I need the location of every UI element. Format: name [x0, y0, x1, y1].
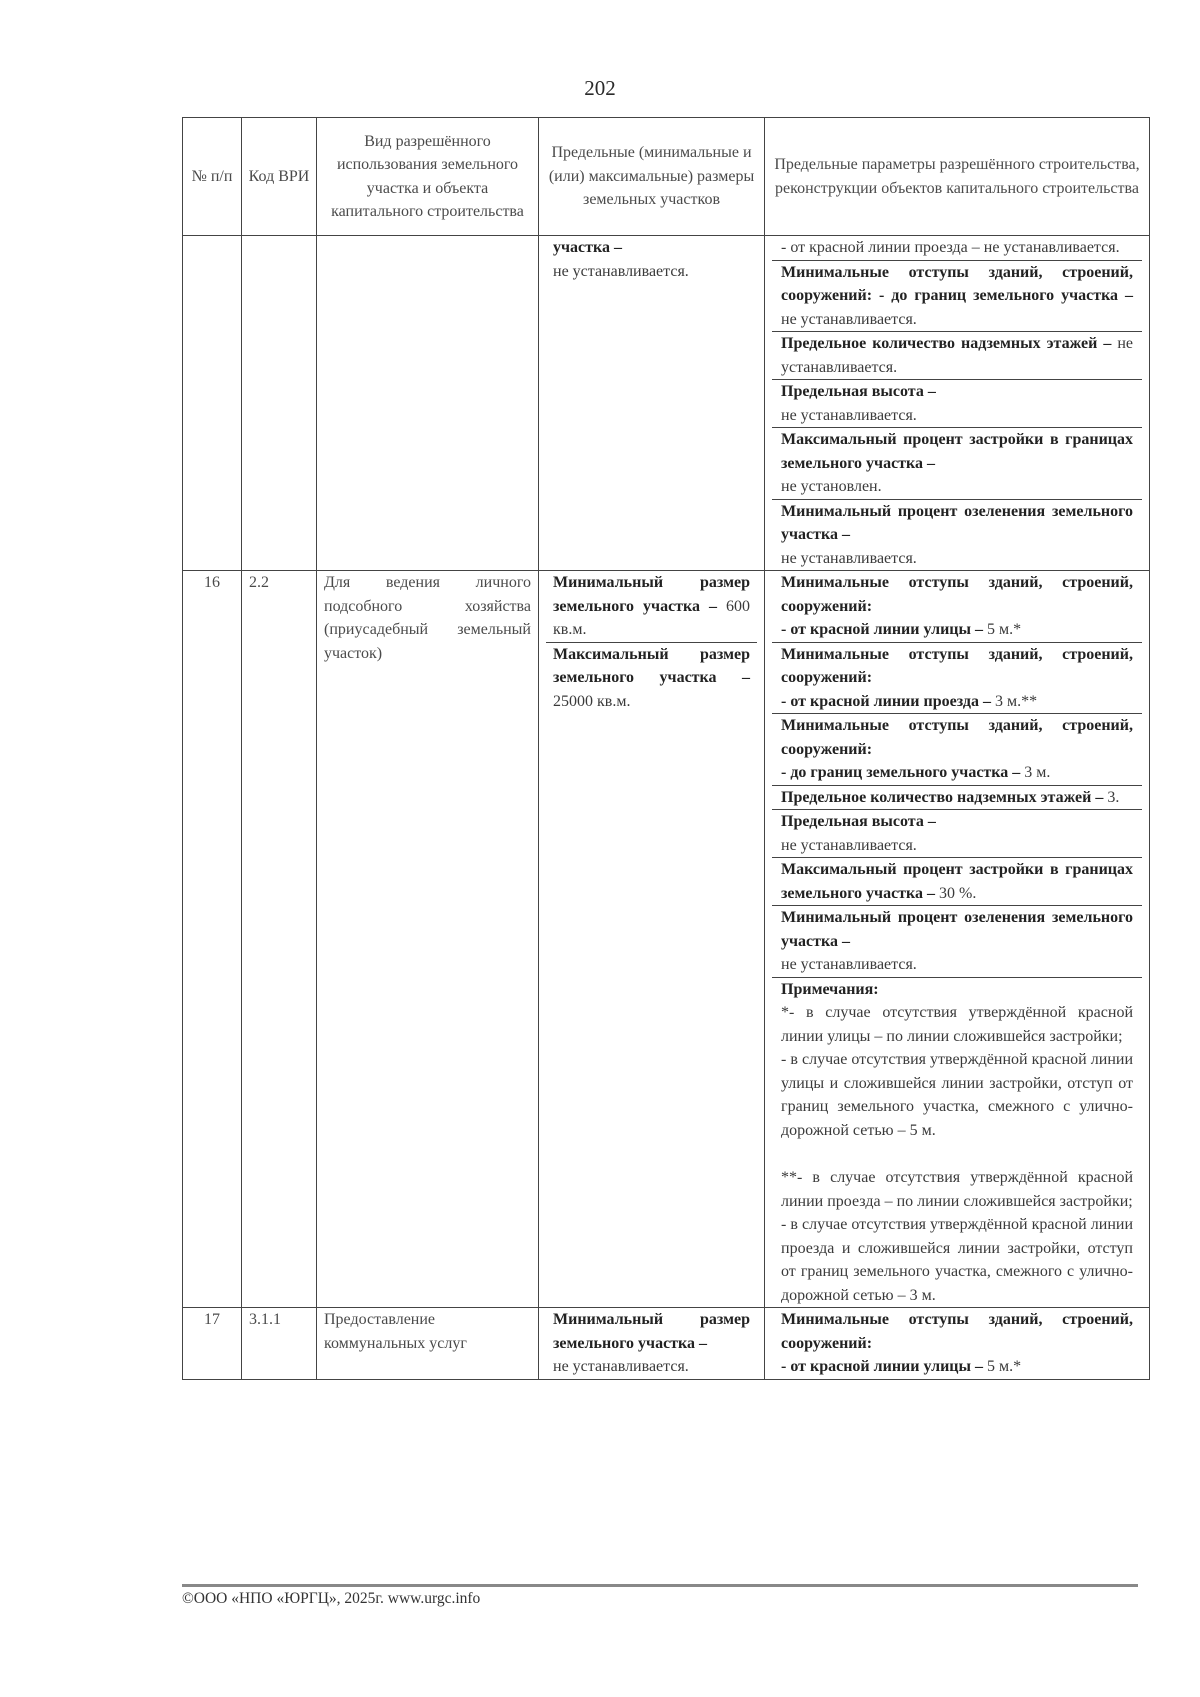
table-header-row — [183, 118, 1150, 236]
param-bold2: - до границ земельного участка – — [781, 764, 1021, 781]
param-bold: Предельная высота – — [781, 813, 936, 830]
param-block — [772, 643, 1142, 715]
size-text — [553, 1308, 750, 1379]
param-normal: - от красной линии проезда – не устанавливается. — [781, 239, 1120, 256]
cell-params — [765, 236, 1150, 571]
size-normal: не устанавливается. — [553, 1358, 689, 1375]
table-row-17 — [183, 1308, 1150, 1380]
cell-use — [317, 236, 539, 571]
header-use: Вид разрешённого использования земельного участка и объекта капитального строительства — [317, 118, 539, 236]
footer-copyright: ©ООО «НПО «ЮРГЦ», 2025г. www.urgc.info — [182, 1590, 481, 1607]
size-max-value: 25000 кв.м. — [553, 692, 631, 710]
param-normal: 3. — [1107, 788, 1120, 806]
size-min-bold: Минимальный размер земельного участка – — [553, 574, 750, 615]
param-normal: не устанавливается. — [781, 956, 917, 973]
param-block — [772, 500, 1142, 571]
param-bold: Минимальный процент озеленения земельного участка – — [781, 909, 1133, 950]
note-1b: - в случае отсутствия утверждённой красной линии улицы и сложившейся линии застройки, отступ от границ земельного участка, смежного с улично-дорожной сетью – 5 м. — [781, 1051, 1133, 1139]
size-normal: не устанавливается. — [553, 262, 689, 280]
param-normal: не устанавливается. — [781, 549, 917, 567]
param-normal: 30 %. — [939, 884, 977, 902]
param-normal: 5 м.* — [987, 621, 1022, 638]
table-row-continuation — [183, 236, 1150, 571]
param-normal: 5 м.* — [987, 1358, 1022, 1375]
param-bold: Минимальные отступы зданий, строений, сооружений: — [781, 263, 1133, 304]
param-bold: Максимальный процент застройки в границах земельного участка – — [781, 861, 1133, 902]
param-block — [772, 428, 1142, 500]
param-bold2: - от красной линии проезда – — [781, 692, 991, 710]
zoning-parameters-table — [182, 117, 1150, 1380]
header-code: Код ВРИ — [242, 118, 317, 236]
param-normal: не устанавливается. — [781, 335, 1133, 376]
size-block — [546, 236, 757, 283]
use-text: Для ведения личного подсобного хозяйства (приусадебный земельный участок) — [324, 574, 531, 662]
header-params: Предельные параметры разрешённого строительства, реконструкции объектов капитального строительства — [765, 118, 1150, 236]
size-min-block — [546, 571, 757, 643]
cell-use — [317, 571, 539, 1308]
note-2b: - в случае отсутствия утверждённой красной линии проезда и сложившейся линии застройки, отступ от границ земельного участка, смежного с улично-дорожной сетью – 3 м. — [781, 1216, 1133, 1304]
param-bold: Предельное количество надземных этажей – — [781, 788, 1104, 806]
param-block — [772, 380, 1142, 428]
size-bold: Минимальный размер земельного участка – — [553, 1311, 750, 1352]
param-bold: Минимальные отступы зданий, строений, сооружений: — [781, 574, 1133, 615]
param-block — [772, 332, 1142, 380]
param-block — [772, 906, 1142, 978]
param-block — [772, 810, 1142, 858]
param-block — [772, 786, 1142, 811]
param-bold: Предельная высота – — [781, 383, 936, 400]
cell-num: 17 — [183, 1308, 242, 1380]
page-number: 202 — [584, 76, 616, 100]
param-bold: Минимальные отступы зданий, строений, сооружений: — [781, 717, 1133, 758]
cell-size — [539, 236, 765, 571]
param-block — [772, 261, 1142, 333]
table-row-16 — [183, 571, 1150, 1308]
note-2a: **- в случае отсутствия утверждённой красной линии проезда – по линии сложившейся застройки; — [781, 1169, 1133, 1210]
param-bold2: - от красной линии улицы – — [781, 621, 983, 638]
param-normal: не установлен. — [781, 478, 882, 495]
size-min-value: 600 кв.м. — [553, 597, 751, 638]
size-min-text — [553, 571, 750, 642]
size-bold: участка – — [553, 239, 622, 256]
param-block — [772, 236, 1142, 261]
param-normal: не устанавливается. — [781, 406, 917, 424]
cell-use: Предоставление коммунальных услуг — [317, 1308, 539, 1380]
param-normal: не устанавливается. — [781, 310, 917, 328]
notes-title: Примечания: — [781, 980, 879, 998]
param-bold: Максимальный процент застройки в границах земельного участка – — [781, 431, 1133, 472]
param-normal: 3 м. — [1024, 764, 1051, 781]
param-normal: 3 м.** — [994, 692, 1038, 710]
cell-code: 3.1.1 — [242, 1308, 317, 1380]
param-normal: не устанавливается. — [781, 836, 917, 854]
size-block — [546, 1308, 757, 1379]
cell-params — [765, 1308, 1150, 1380]
cell-params — [765, 571, 1150, 1308]
cell-size — [539, 571, 765, 1308]
size-max-text — [553, 643, 750, 714]
param-block — [772, 858, 1142, 906]
notes-block — [772, 978, 1142, 1308]
param-bold: Минимальные отступы зданий, строений, сооружений: — [781, 1311, 1133, 1352]
param-bold: Минимальный процент озеленения земельного участка – — [781, 502, 1133, 543]
size-max-block — [546, 643, 757, 714]
param-bold: Предельное количество надземных этажей – — [781, 335, 1112, 352]
footer-divider — [182, 1584, 1138, 1587]
header-num: № п/п — [183, 118, 242, 236]
size-max-bold: Максимальный размер земельного участка – — [553, 645, 750, 686]
cell-code — [242, 236, 317, 571]
header-size: Предельные (минимальные и (или) максимальные) размеры земельных участков — [539, 118, 765, 236]
cell-size — [539, 1308, 765, 1380]
note-1a: *- в случае отсутствия утверждённой красной линии улицы – по линии сложившейся застройки; — [781, 1004, 1133, 1045]
param-block — [772, 1308, 1142, 1379]
param-block — [772, 714, 1142, 786]
param-bold2: - до границ земельного участка – — [879, 287, 1133, 304]
param-block — [772, 571, 1142, 643]
cell-code: 2.2 — [242, 571, 317, 1308]
cell-num: 16 — [183, 571, 242, 1308]
cell-num — [183, 236, 242, 571]
param-bold2: - от красной линии улицы – — [781, 1358, 983, 1375]
param-bold: Минимальные отступы зданий, строений, сооружений: — [781, 645, 1133, 686]
note-spacer — [781, 1142, 1133, 1166]
